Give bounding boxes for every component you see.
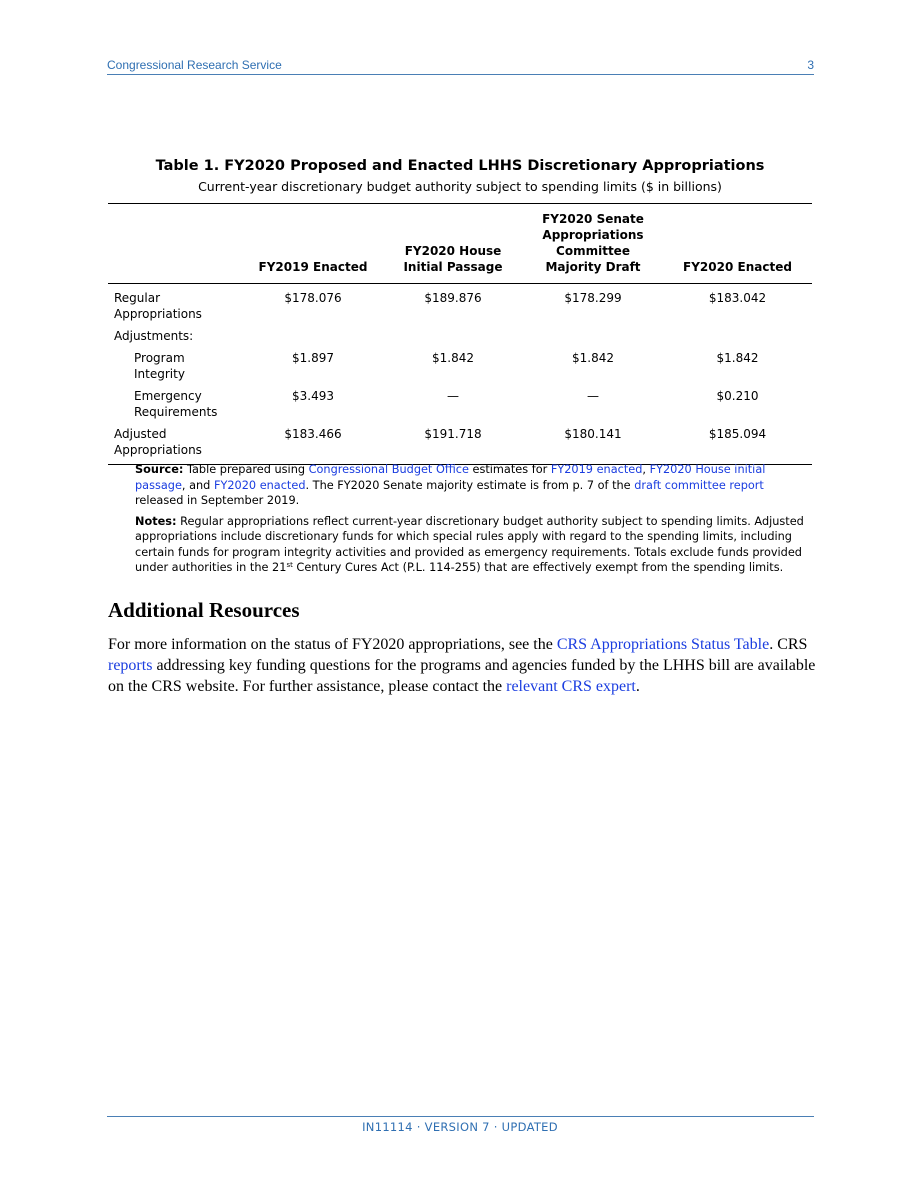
table-row <box>108 346 812 384</box>
col-header-house: FY2020 House Initial Passage <box>383 204 523 284</box>
link-crs-expert[interactable]: relevant CRS expert <box>506 678 636 695</box>
link-draft-committee-report[interactable]: draft committee report <box>634 478 764 492</box>
table-cell: $189.876 <box>424 291 482 305</box>
row-label: Program Integrity <box>134 351 185 381</box>
appropriations-table <box>108 203 812 465</box>
table-cell: $0.210 <box>716 389 759 403</box>
table-row <box>108 324 812 346</box>
section-heading: Additional Resources <box>108 598 300 622</box>
header-label-col <box>108 204 243 284</box>
col-header-fy2019: FY2019 Enacted <box>243 204 383 284</box>
table-cell: $185.094 <box>708 427 767 441</box>
table-cell: $1.897 <box>292 351 334 365</box>
row-label: Emergency Requirements <box>134 389 218 419</box>
table-cell: $178.299 <box>564 291 622 305</box>
table-cell: $1.842 <box>432 351 474 365</box>
link-fy2020-enacted[interactable]: FY2020 enacted <box>213 478 306 492</box>
page-footer: IN11114 · VERSION 7 · UPDATED <box>362 1120 558 1134</box>
footer-divider <box>107 1116 814 1117</box>
table-cell: — <box>587 389 599 403</box>
table-cell: $191.718 <box>424 427 482 441</box>
link-status-table[interactable]: CRS Appropriations Status Table <box>556 636 770 653</box>
link-cbo[interactable]: Congressional Budget Office <box>308 463 469 476</box>
section-body: For more information on the status of FY2020 appropriations, see the CRS Appropriations Status Table. CRS reports addressing key funding questions for the programs and agencies funded by the LHHS bill are available on the CRS website. For further assistance, please contact the relevant CRS expert. <box>108 636 816 695</box>
table-row <box>108 384 812 422</box>
table-row <box>108 422 812 465</box>
table-cell: $3.493 <box>292 389 334 403</box>
link-fy2020-house[interactable]: FY2020 House initial passage <box>135 463 766 492</box>
table-cell: — <box>447 389 459 403</box>
source-note: Source: Table prepared using Congressional Budget Office estimates for FY2019 enacted, FY2020 House initial passage, and FY2020 enacted. The FY2020 Senate majority estimate is from p. 7 of the draft committee report released in September 2019. <box>135 463 766 507</box>
appropriations-table-block <box>108 158 812 465</box>
link-fy2019-enacted[interactable]: FY2019 enacted <box>550 463 643 476</box>
table-cell: $183.466 <box>284 427 342 441</box>
row-label: Adjustments: <box>114 329 194 343</box>
table-title: Table 1. FY2020 Proposed and Enacted LHHS Discretionary Appropriations <box>155 158 765 174</box>
table-cell: $1.842 <box>716 351 759 365</box>
table-notes <box>135 462 813 581</box>
col-header-fy2020: FY2020 Enacted <box>663 204 812 284</box>
table-cell: $183.042 <box>708 291 767 305</box>
table-cell: $178.076 <box>284 291 342 305</box>
source-label: Source: <box>135 463 184 476</box>
header-page-number: 3 <box>807 58 814 72</box>
col-header-senate: FY2020 Senate Appropriations Committee Majority Draft <box>523 204 663 284</box>
table-cell: $1.842 <box>572 351 614 365</box>
link-reports[interactable]: reports <box>108 657 153 674</box>
notes-label: Notes: <box>135 514 177 528</box>
table-subtitle: Current-year discretionary budget authority subject to spending limits ($ in billions) <box>198 179 722 194</box>
table-row <box>108 284 812 325</box>
row-label: Regular Appropriations <box>114 291 202 321</box>
page-header <box>107 58 814 75</box>
row-label: Adjusted Appropriations <box>114 427 202 457</box>
table-header-row <box>108 204 812 284</box>
header-org: Congressional Research Service <box>107 58 282 72</box>
notes-note: Notes: Regular appropriations reflect current-year discretionary budget authority subject to spending limits. Adjusted appropriations include discretionary funds for which special rules apply with regard to the spending limits, including certain funds for program integrity activities and provided as emergency requirements. Totals exclude funds provided under authorities in the 21st Century Cures Act (P.L. 114-255) that are effectively exempt from the spending limits. <box>135 514 804 574</box>
table-cell: $180.141 <box>564 427 622 441</box>
